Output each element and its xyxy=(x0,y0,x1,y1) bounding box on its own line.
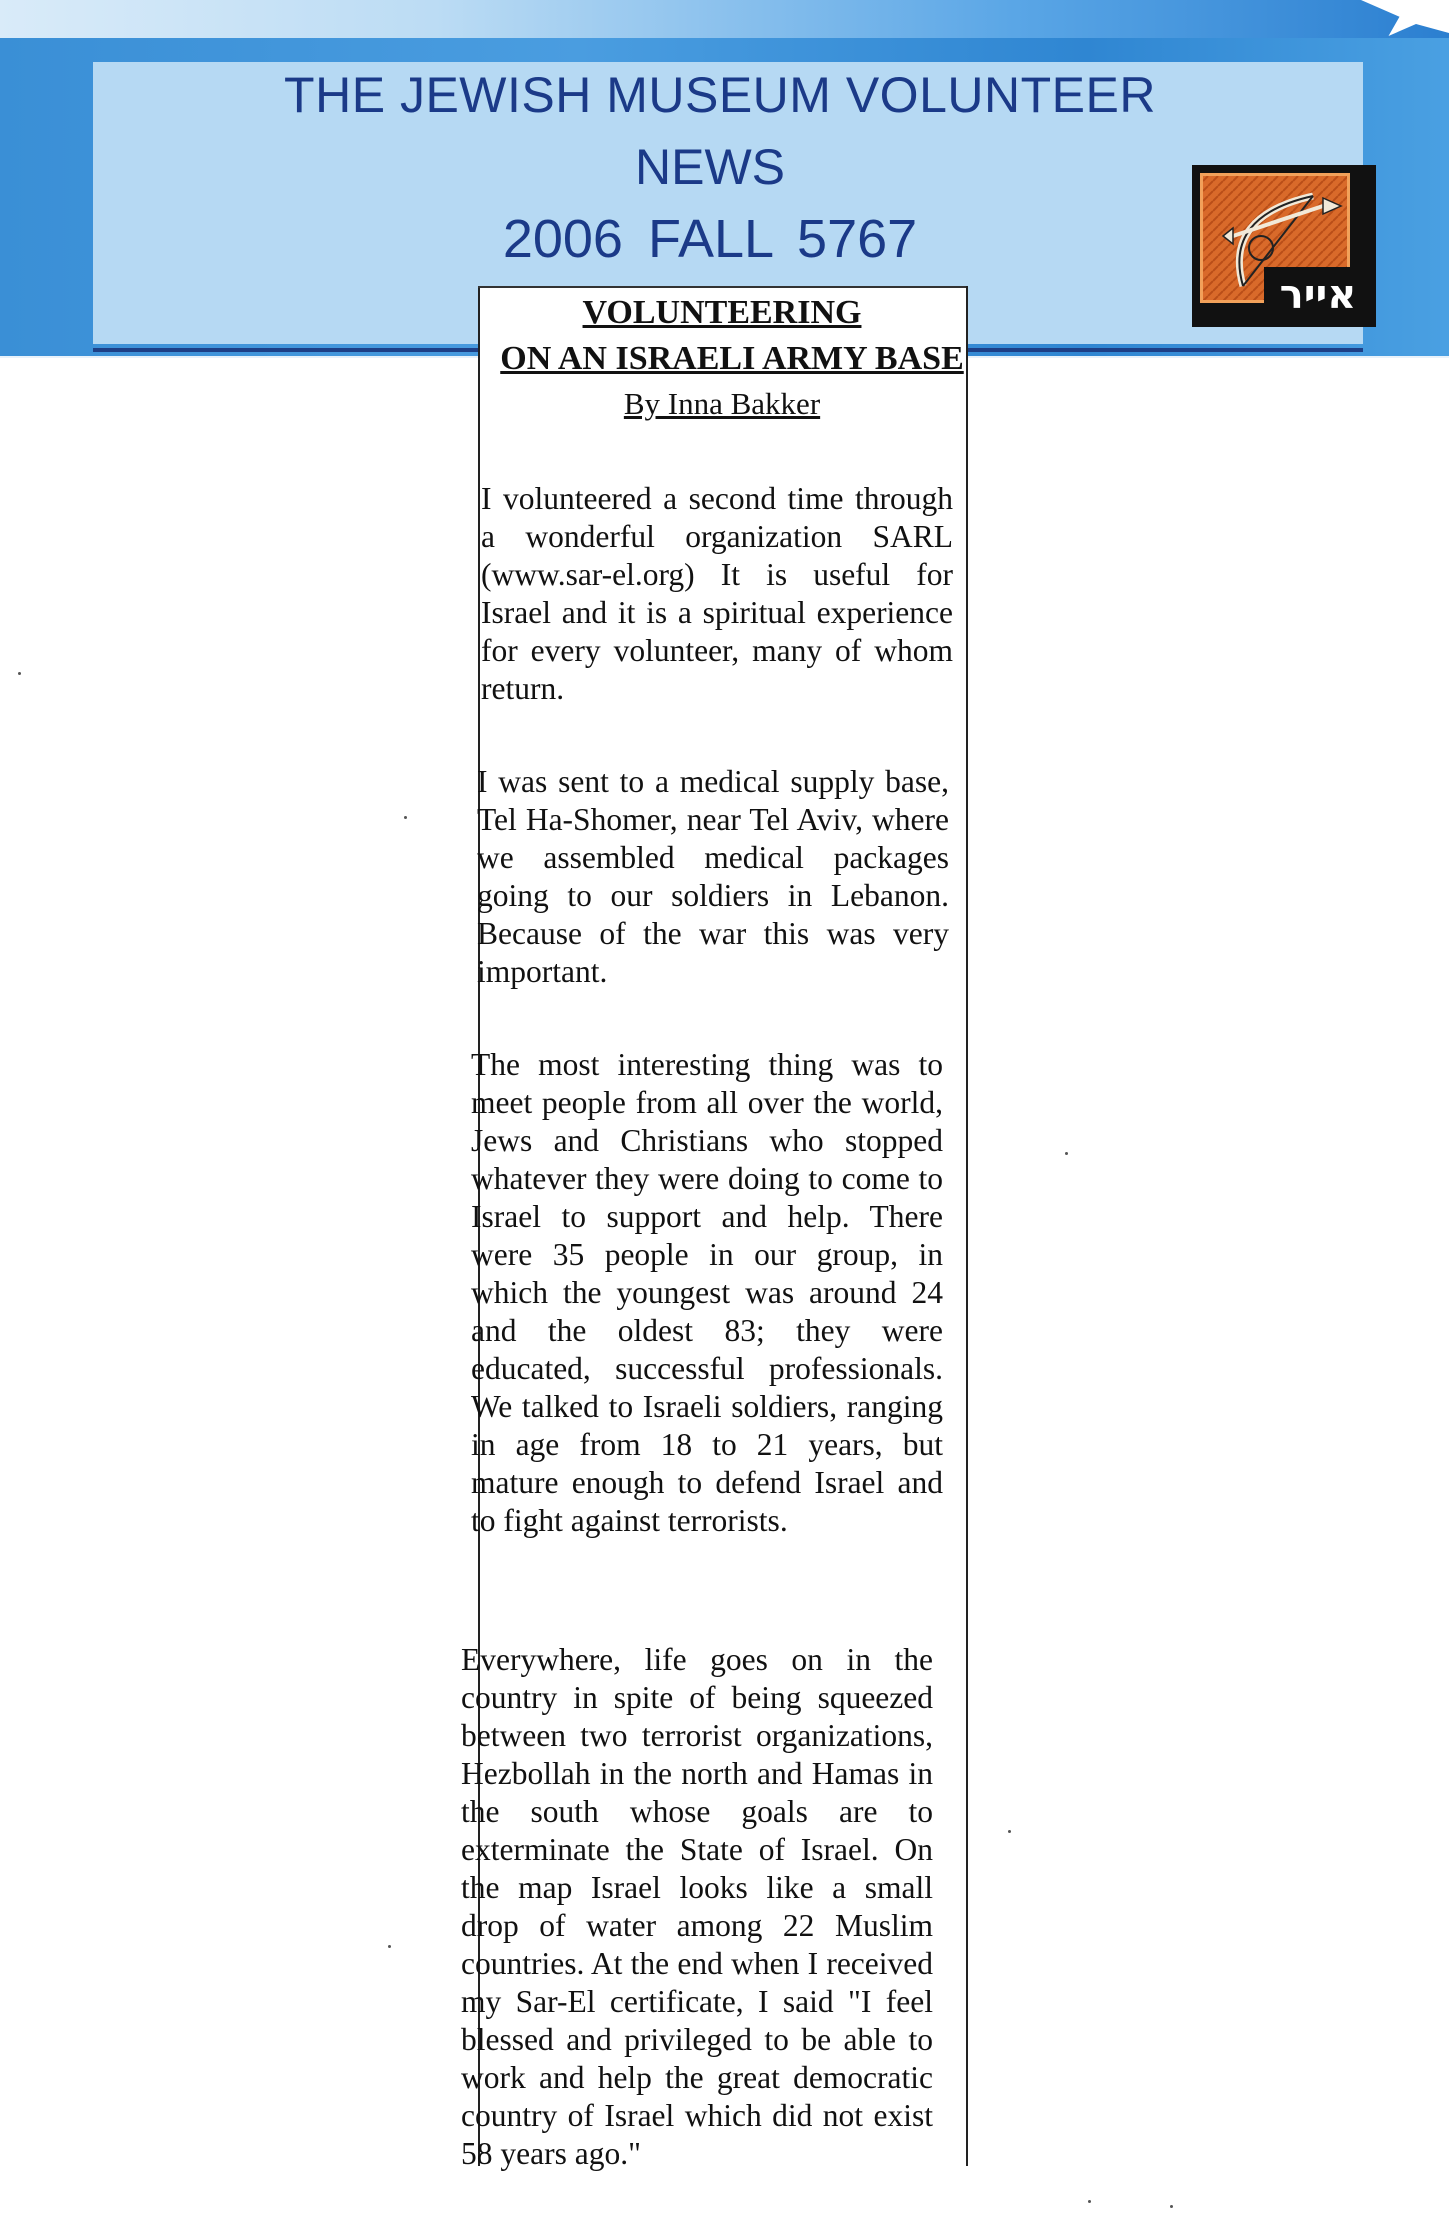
article-paragraph: I volunteered a second time through a wonderful organization SARL (www.sar-el.org) It is useful for Israel and it is a spiritual experience for every volunteer, many of whom return. xyxy=(481,481,953,706)
scan-speck xyxy=(1170,2205,1173,2208)
article-paragraph: I was sent to a medical supply base, Tel Ha-Shomer, near Tel Aviv, where we assembled medical packages going to our soldiers in Lebanon. Because of the war this was very important. xyxy=(477,764,949,989)
article-paragraph: Everywhere, life goes on in the country in spite of being squeezed between two terrorist organizations, Hezbollah in the north and Hamas in the south whose goals are to exterminate the State of Israel. On the map Israel looks like a small drop of water among 22 Muslim countries. At the end when I received my Sar-El certificate, I said "I feel blessed and privileged to be able to work and help the great democratic country of Israel which did not exist 58 years ago." xyxy=(461,1642,933,2171)
banner-top-band xyxy=(0,0,1449,38)
article-headline-line2: ON AN ISRAELI ARMY BASE xyxy=(500,340,964,377)
article-byline: By Inna Bakker xyxy=(623,386,821,421)
scan-speck xyxy=(388,1945,391,1948)
month-label: אייר xyxy=(1264,267,1372,323)
scan-speck xyxy=(1008,1830,1011,1833)
article-headline: VOLUNTEERING xyxy=(582,294,862,331)
masthead-issue: 2006 FALL 5767 xyxy=(502,209,918,269)
scan-speck xyxy=(1088,2200,1091,2203)
month-emblem xyxy=(1192,165,1376,327)
scan-speck xyxy=(18,672,21,675)
masthead-title: THE JEWISH MUSEUM VOLUNTEER xyxy=(284,67,1156,123)
masthead-subtitle: NEWS xyxy=(635,139,785,195)
article-top-rule xyxy=(478,286,966,288)
article-paragraph: The most interesting thing was to meet people from all over the world, Jews and Christians who stopped whatever they were doing to come to Israel to support and help. There were 35 people in our group, in which the youngest was around 24 and the oldest 83; they were educated, successful professionals. We talked to Israeli soldiers, ranging in age from 18 to 21 years, but mature enough to defend Israel and to fight against terrorists. xyxy=(471,1047,943,1538)
scan-speck xyxy=(1065,1152,1068,1155)
scan-speck xyxy=(404,816,407,819)
